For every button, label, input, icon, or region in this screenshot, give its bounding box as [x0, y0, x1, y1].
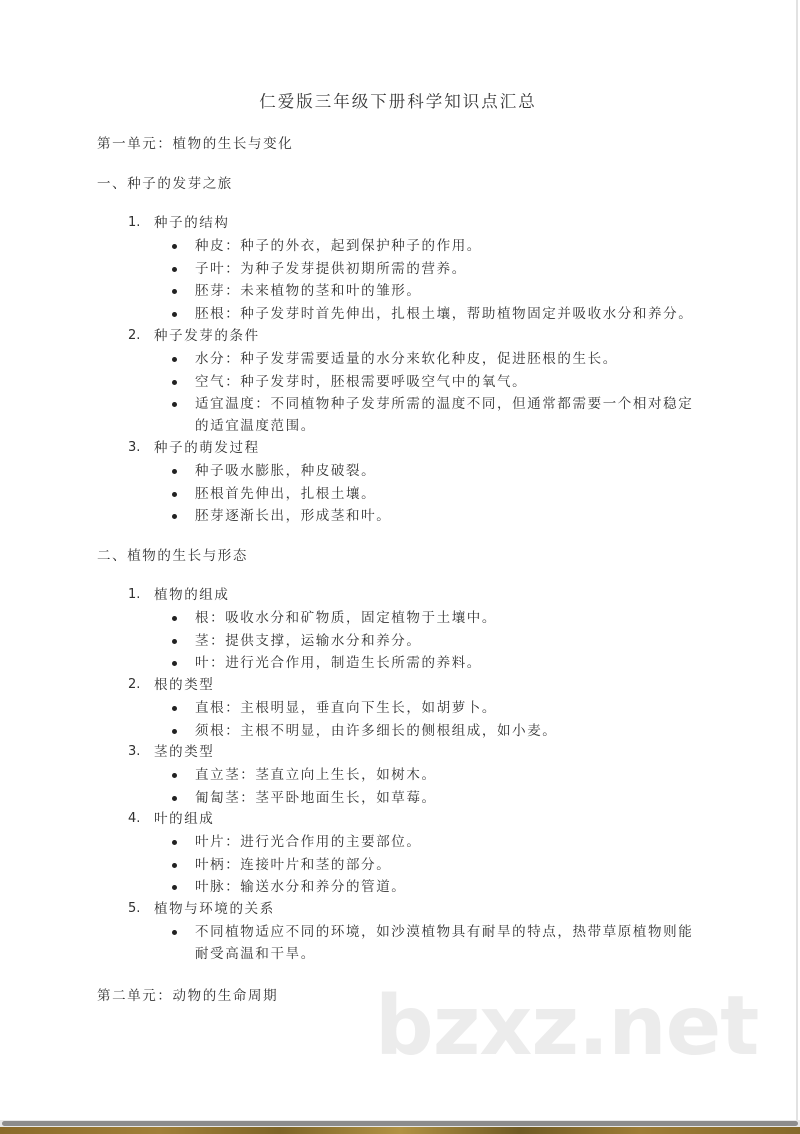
unit-heading: 第二单元：动物的生命周期 [97, 988, 279, 1004]
list-item-heading: 种子的结构 [154, 215, 230, 231]
bullet-text: 匍匐茎：茎平卧地面生长，如草莓。 [195, 790, 437, 806]
bullet-icon [172, 357, 177, 362]
section-heading: 一、种子的发芽之旅 [97, 176, 233, 192]
bullet-text: 茎：提供支撑，运输水分和养分。 [195, 633, 422, 649]
bullet-icon [172, 380, 177, 385]
bullet-icon [172, 729, 177, 734]
bullet-text: 胚根首先伸出，扎根土壤。 [195, 486, 377, 502]
bullet-icon [172, 312, 177, 317]
bullet-icon [172, 639, 177, 644]
list-number: 1. [128, 587, 141, 602]
watermark: bzxz.net [375, 979, 759, 1074]
list-number: 1. [128, 215, 141, 230]
bullet-text: 叶脉：输送水分和养分的管道。 [195, 879, 407, 895]
bullet-icon [172, 267, 177, 272]
bullet-text: 叶片：进行光合作用的主要部位。 [195, 834, 422, 850]
bullet-icon [172, 885, 177, 890]
bullet-text: 水分：种子发芽需要适量的水分来软化种皮，促进胚根的生长。 [195, 351, 618, 367]
bullet-text: 直立茎：茎直立向上生长，如树木。 [195, 767, 437, 783]
bullet-icon [172, 796, 177, 801]
bullet-text: 适宜温度：不同植物种子发芽所需的温度不同，但通常都需要一个相对稳定 [195, 396, 694, 412]
bullet-icon [172, 706, 177, 711]
bullet-text: 不同植物适应不同的环境，如沙漠植物具有耐旱的特点，热带草原植物则能 [195, 924, 694, 940]
bullet-icon [172, 492, 177, 497]
bullet-text: 种子吸水膨胀，种皮破裂。 [195, 463, 377, 479]
bullet-text: 子叶：为种子发芽提供初期所需的营养。 [195, 261, 467, 277]
bullet-icon [172, 773, 177, 778]
bullet-icon [172, 616, 177, 621]
bullet-text: 胚根：种子发芽时首先伸出，扎根土壤，帮助植物固定并吸收水分和养分。 [195, 306, 694, 322]
bullet-icon [172, 863, 177, 868]
bullet-icon [172, 661, 177, 666]
bullet-icon [172, 469, 177, 474]
bullet-text-continuation: 耐受高温和干旱。 [195, 946, 316, 962]
background-strip [0, 1127, 800, 1134]
bullet-icon [172, 289, 177, 294]
section-heading: 二、植物的生长与形态 [97, 548, 248, 564]
list-item-heading: 根的类型 [154, 677, 215, 693]
bullet-icon [172, 402, 177, 407]
list-number: 3. [128, 744, 141, 759]
bullet-text: 种皮：种子的外衣，起到保护种子的作用。 [195, 238, 482, 254]
bullet-text: 胚芽：未来植物的茎和叶的雏形。 [195, 283, 422, 299]
unit-heading: 第一单元：植物的生长与变化 [97, 136, 294, 152]
list-item-heading: 种子的萌发过程 [154, 440, 260, 456]
document-title: 仁爱版三年级下册科学知识点汇总 [259, 92, 537, 111]
bullet-text: 须根：主根不明显，由许多细长的侧根组成，如小麦。 [195, 723, 558, 739]
list-item-heading: 植物的组成 [154, 587, 230, 603]
bullet-icon [172, 514, 177, 519]
list-number: 4. [128, 811, 141, 826]
bullet-icon [172, 244, 177, 249]
list-number: 5. [128, 901, 141, 916]
bullet-text: 根：吸收水分和矿物质，固定植物于土壤中。 [195, 610, 497, 626]
bullet-text: 叶柄：连接叶片和茎的部分。 [195, 857, 392, 873]
bullet-icon [172, 840, 177, 845]
list-item-heading: 植物与环境的关系 [154, 901, 275, 917]
bullet-text-continuation: 的适宜温度范围。 [195, 418, 316, 434]
bullet-text: 空气：种子发芽时，胚根需要呼吸空气中的氧气。 [195, 374, 528, 390]
list-number: 3. [128, 440, 141, 455]
bullet-text: 直根：主根明显，垂直向下生长，如胡萝卜。 [195, 700, 497, 716]
bullet-icon [172, 930, 177, 935]
list-item-heading: 茎的类型 [154, 744, 215, 760]
bullet-text: 叶：进行光合作用，制造生长所需的养料。 [195, 655, 482, 671]
list-item-heading: 种子发芽的条件 [154, 328, 260, 344]
bullet-text: 胚芽逐渐长出，形成茎和叶。 [195, 508, 392, 524]
list-number: 2. [128, 677, 141, 692]
list-number: 2. [128, 328, 141, 343]
horizontal-scrollbar[interactable] [0, 1120, 800, 1127]
scrollbar-thumb[interactable] [2, 1121, 798, 1126]
list-item-heading: 叶的组成 [154, 811, 215, 827]
